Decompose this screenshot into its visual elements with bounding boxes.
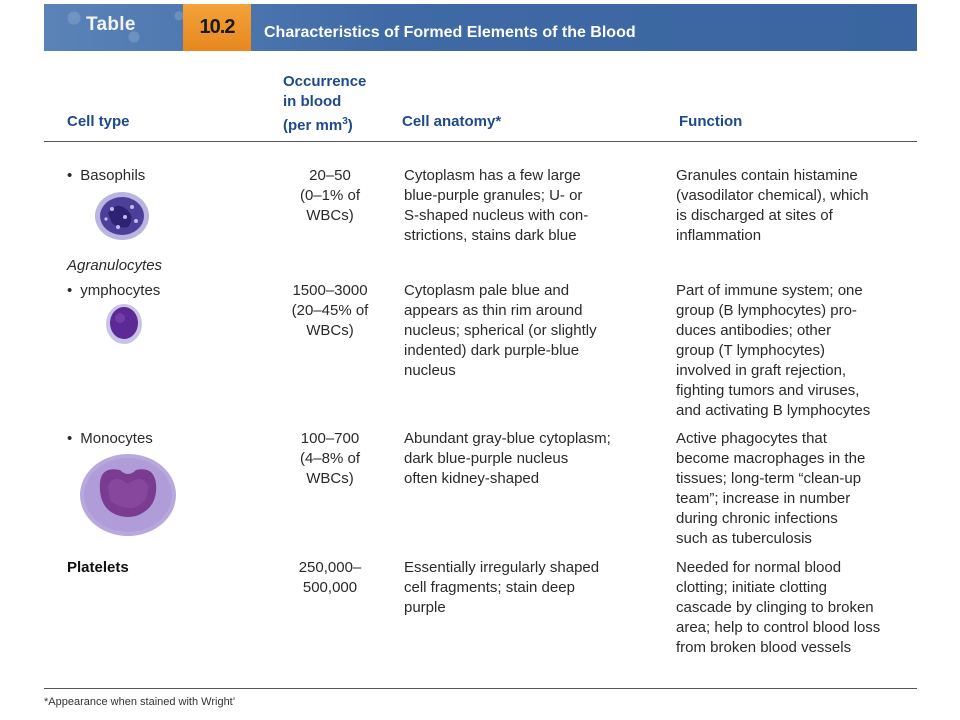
anatomy-line: S-shaped nucleus with con- <box>404 207 589 224</box>
monocyte-cell-icon <box>78 452 178 538</box>
header-occurrence <box>283 72 366 136</box>
function-line: Part of immune system; one <box>676 282 863 299</box>
function-line: become macrophages in the <box>676 450 866 467</box>
header-occurrence-close: ) <box>347 117 353 134</box>
function-line: cascade by clinging to broken <box>676 599 874 616</box>
header-occurrence-sup: 3 <box>342 116 348 127</box>
row-basophils-function <box>676 166 869 246</box>
row-platelets-occurrence <box>268 558 392 598</box>
occurrence-line: WBCs) <box>306 207 354 224</box>
function-line: team”; increase in number <box>676 490 851 507</box>
basophil-cell-icon <box>92 189 152 243</box>
occurrence-line: WBCs) <box>306 470 354 487</box>
occurrence-line: 500,000 <box>302 579 358 596</box>
footnote: *Appearance when stained with Wright’ <box>44 696 236 708</box>
function-line: and activating B lymphocytes <box>676 402 871 419</box>
header-occurrence-unit: (per mm <box>283 117 343 134</box>
anatomy-line: nucleus <box>404 362 456 379</box>
occurrence-line: (4–8% of <box>299 450 361 467</box>
anatomy-line: indented) dark purple-blue <box>404 342 580 359</box>
occurrence-line: WBCs) <box>306 322 354 339</box>
anatomy-line: nucleus; spherical (or slightly <box>404 322 597 339</box>
function-line: tissues; long-term “clean-up <box>676 470 862 487</box>
row-lymphocytes-occurrence <box>268 281 392 341</box>
table-banner <box>44 4 917 51</box>
header-cell-anatomy: Cell anatomy* <box>402 113 502 130</box>
function-line: Active phagocytes that <box>676 430 827 447</box>
row-platelets-anatomy <box>404 558 599 618</box>
occurrence-line: 20–50 <box>309 167 351 184</box>
header-occurrence-line2: in blood <box>283 93 342 110</box>
group-label-agranulocytes: Agranulocytes <box>67 257 163 274</box>
row-basophils-occurrence <box>268 166 392 226</box>
footer-rule <box>44 688 917 689</box>
row-basophils-name: • Basophils <box>67 166 145 186</box>
header-occurrence-line3 <box>283 112 366 136</box>
function-line: fighting tumors and viruses, <box>676 382 860 399</box>
row-lymphocytes-function <box>676 281 870 421</box>
function-line: such as tuberculosis <box>676 530 812 547</box>
function-line: involved in graft rejection, <box>676 362 847 379</box>
row-monocytes-name: • Monocytes <box>67 429 153 449</box>
function-line: clotting; initiate clotting <box>676 579 827 596</box>
anatomy-line: dark blue-purple nucleus <box>404 450 569 467</box>
function-line: from broken blood vessels <box>676 639 852 656</box>
anatomy-line: Cytoplasm has a few large <box>404 167 581 184</box>
anatomy-line: cell fragments; stain deep <box>404 579 575 596</box>
row-basophils-anatomy <box>404 166 588 246</box>
row-monocytes-anatomy <box>404 429 611 489</box>
row-monocytes-occurrence <box>268 429 392 489</box>
occurrence-line: 100–700 <box>300 430 360 447</box>
header-occurrence-line1: Occurrence <box>283 73 367 90</box>
lymphocyte-cell-icon <box>104 302 144 346</box>
function-line: is discharged at sites of <box>676 207 833 224</box>
anatomy-line: appears as thin rim around <box>404 302 583 319</box>
anatomy-line: blue-purple granules; U- or <box>404 187 583 204</box>
occurrence-line: 1500–3000 <box>292 282 368 299</box>
function-line: Needed for normal blood <box>676 559 842 576</box>
function-line: during chronic infections <box>676 510 838 527</box>
function-line: group (B lymphocytes) pro- <box>676 302 857 319</box>
anatomy-line: purple <box>404 599 446 616</box>
header-function: Function <box>679 113 743 130</box>
header-cell-type: Cell type <box>67 113 130 130</box>
function-line: (vasodilator chemical), which <box>676 187 869 204</box>
banner-table-number: 10.2 <box>183 4 251 51</box>
row-lymphocytes-name: • ymphocytes <box>67 281 160 301</box>
function-line: duces antibodies; other <box>676 322 832 339</box>
function-line: Granules contain histamine <box>676 167 858 184</box>
anatomy-line: often kidney-shaped <box>404 470 540 487</box>
occurrence-line: (20–45% of <box>291 302 369 319</box>
anatomy-line: Cytoplasm pale blue and <box>404 282 570 299</box>
row-platelets-name: Platelets <box>67 559 129 576</box>
function-line: group (T lymphocytes) <box>676 342 825 359</box>
occurrence-line: 250,000– <box>298 559 362 576</box>
row-monocytes-function <box>676 429 865 549</box>
function-line: inflammation <box>676 227 762 244</box>
row-platelets-function <box>676 558 880 658</box>
banner-table-word: Table <box>86 14 136 35</box>
row-lymphocytes-anatomy <box>404 281 597 381</box>
anatomy-line: strictions, stains dark blue <box>404 227 577 244</box>
function-line: area; help to control blood loss <box>676 619 881 636</box>
table-title: Characteristics of Formed Elements of the Blood <box>264 24 636 41</box>
header-rule <box>44 141 917 142</box>
anatomy-line: Abundant gray-blue cytoplasm; <box>404 430 611 447</box>
occurrence-line: (0–1% of <box>299 187 361 204</box>
anatomy-line: Essentially irregularly shaped <box>404 559 600 576</box>
